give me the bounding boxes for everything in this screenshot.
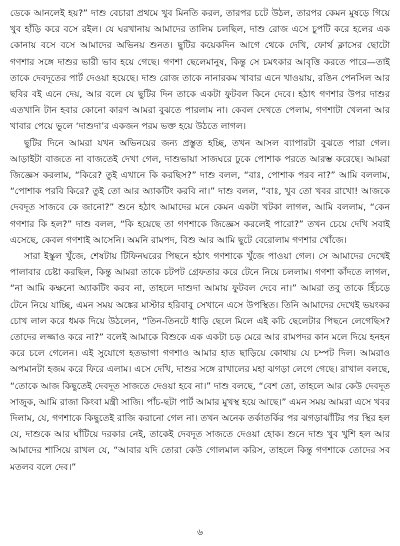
paragraph-2: ছুটির দিনে আমরা যখন অভিনয়ের জন্য প্রস্তুত হচ্ছি, তখন আসল ব্যাপারটা বুঝতে পারা গেল। আড়াইটা বাজতে না বাজতেই দেখা গেল, দাশুভায়া সাজঘরে ঢুকে পোশাক পরতে আরম্ভ করেছে। আমরা জিজ্ঞেস করলাম, “কিরে? তুই এখানে কি করছিস?” দাশু বলল, “বাঃ, পোশাক পরব না?” আমি বললাম, “পোশাক পরবি কিরে? তুই তো আর অ্যাকটিং করবি না।” দাশু বলল, “বাঃ, খুব তো খবর রাখো! আজকে দেবদূত সাজবে কে জানো?” শুনে হঠাৎ আমাদের মনে কেমন একটা খটকা লাগল, আমি বললাম, “কেন গণশার কি হল?” দাশু বলল, “কি হয়েছে তা গণশাকে জিজ্ঞেস করলেই পারো?” তখন চেয়ে দেখি সবাই এসেছে, কেবল গণশাই আসেনি। অমনি রামপদ, বিশু আর আমি ছুটে বেরোলাম গণশার খোঁজে। bbox=[10, 138, 390, 246]
page-number: ৬ bbox=[197, 528, 203, 538]
page-body bbox=[10, 6, 390, 476]
paragraph-3: সারা ইস্কুল খুঁজে, শেষটায় টিফিনঘরের পিছনে হঠাৎ গণশাকে খুঁজে পাওয়া গেল। সে আমাদের দেখেই পালাবার চেষ্টা করছিল, কিন্তু আমরা তাকে চটপট গ্রেফতার করে টেনে নিয়ে চললাম। গণশা কাঁদতে লাগল, “না আমি কক্ষনো অ্যাকটিং করব না, তাহলে দাশুদা আমায় ফুটবল দেবে না।” আমরা তবু তাকে হিঁচড়ে টেনে নিয়ে যাচ্ছি, এমন সময় অঙ্কের মাস্টার হরিবাবু সেখানে এসে উপস্থিত। তিনি আমাদের দেখেই ভয়ংকর চোখ লাল করে ধমক দিয়ে উঠলেন, “তিন-তিনটে ধাড়ি ছেলে মিলে এই কচি ছেলেটার পিছনে লেগেছিস? তোদের লজ্জাও করে না?” বলেই আমাকে বিশুকে এক একটা চড় মেরে আর রামপদর কান মলে দিয়ে হনহন করে চলে গেলেন। এই সুযোগে হতভাগা গণশাও আমার হাত ছাড়িয়ে কোথায় যে চম্পট দিল। আমরাও অপমানটা হজম করে ফিরে এলাম। এসে দেখি, দাশুর সঙ্গে রাখালের মহা ঝগড়া লেগে গেছে। রাখাল বলছে, “তোকে আজ কিছুতেই দেবদূত সাজতে দেওয়া হবে না।” দাশু বলছে, “বেশ তো, তাহলে আর কেউ দেবদূত সাজুক, আমি রাজা কিংবা মন্ত্রী সাজি। পাঁচ-ছটা পার্ট আমার মুখস্থ হয়ে আছে।” এমন সময় আমরা এসে খবর দিলাম, যে, গণশাকে কিছুতেই রাজি করানো গেল না। তখন অনেক তর্কাতর্কির পর ঝগড়াঝাঁটির পর স্থির হল যে, দাশুকে আর ঘাঁটিয়ে দরকার নেই, তাকেই দেবদূত সাজতে দেওয়া হোক। শুনে দাশু খুব খুশি হল আর আমাদের শাসিয়ে রাখল যে, “আবার যদি তোরা কেউ গোলমাল করিস, তাহলে কিন্তু গণশাকে তোদের সব মতলব বলে দেব।” bbox=[10, 252, 390, 473]
paragraph-1: ডেকে আনলেই হয়?” দাশু বেচারা প্রথমে খুব মিনতি করল, তারপর চটে উঠল, তারপর কেমন মুষড়ে গিয়ে খুব হাঁড়ি করে বসে রইল। যে ঘরখানায় আমাদের তালিম চলছিল, দাশু রোজ এসে চুপটি করে হলের এক কোনায় বসে বসে আমাদের অভিনয় শুনত। ছুটির কয়েকদিন আগে থেকে দেখি, ফোর্থ ক্লাসের ছোটো গণশার সঙ্গে দাশুর ভারী ভাব হয়ে গেছে। গণশা ছেলেমানুষ, কিন্তু সে চমৎকার আবৃত্তি করতে পারে—তাই তাকে দেবদূতের পার্ট দেওয়া হয়েছে। দাশু রোজ তাকে নানারকম খাবার এনে খাওয়ায়, রঙিন পেনসিল আর ছবির বই এনে দেয়, আর বলে যে ছুটির দিন তাকে একটা ফুটবল কিনে দেবে। হঠাৎ গণশার উপর দাশুর এতখানি টান হবার কোনো কারণ আমরা বুঝতে পারলাম না। কেবল দেখতে পেলাম, গণশাটা খেলনা আর খাবার পেয়ে ভুলে ‘দাশুদা’র একজন পরম ভক্ত হয়ে উঠতে লাগল। bbox=[10, 9, 390, 133]
